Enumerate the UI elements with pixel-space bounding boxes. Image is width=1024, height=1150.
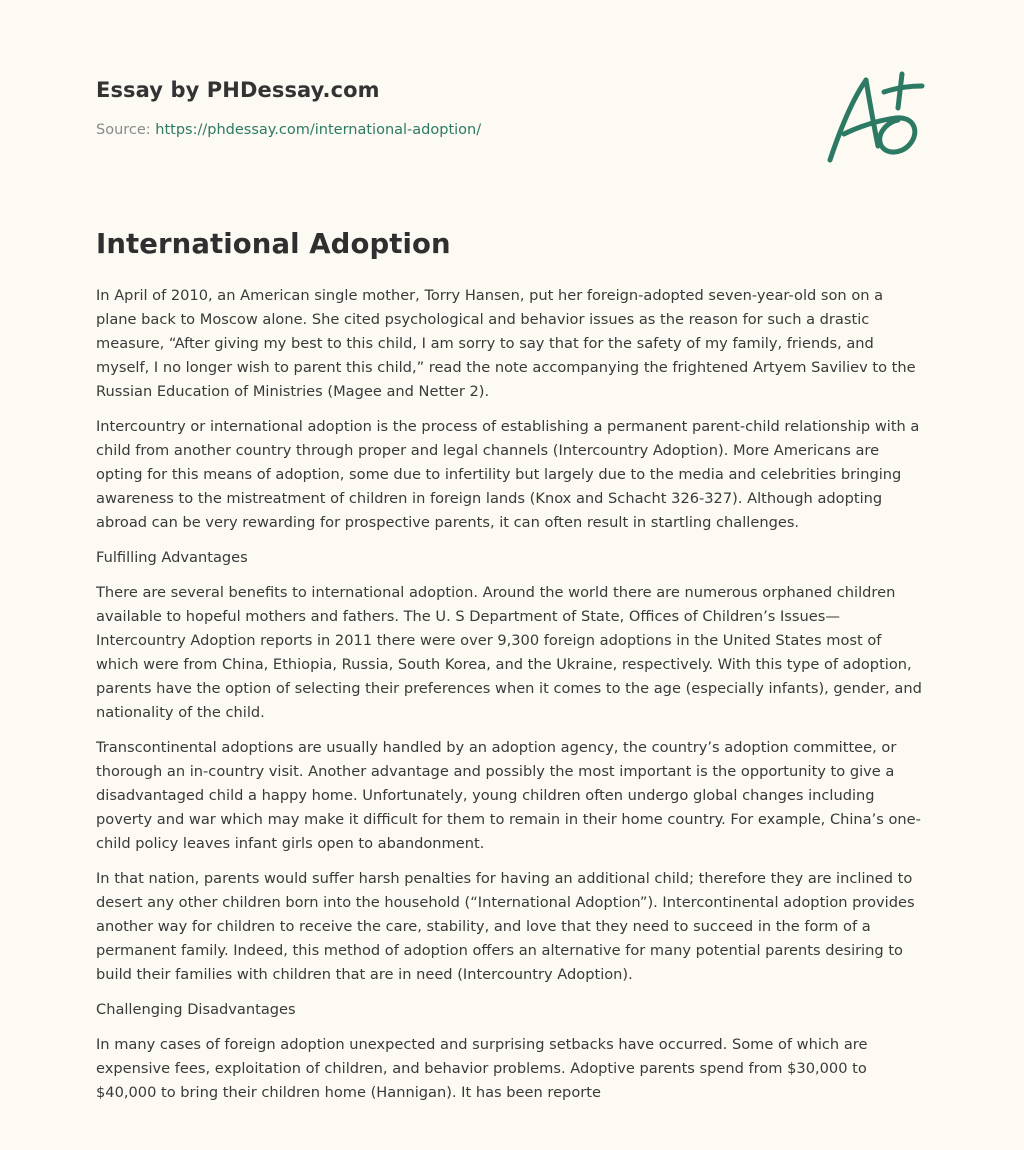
source-link[interactable]: https://phdessay.com/international-adoption/ — [155, 122, 482, 138]
essay-paragraph: Intercountry or international adoption is the process of establishing a permanent parent-child relationship with a child from another country through proper and legal channels (Intercountry Adoption). More Americans are opting for this means of adoption, some due to infertility but largely due to the media and celebrities bringing awareness to the mistreatment of children in foreign lands (Knox and Schacht 326-327). Although adopting abroad can be very rewarding for prospective parents, it can often result in startling challenges. — [96, 418, 920, 531]
section-heading: Fulfilling Advantages — [96, 549, 248, 566]
section-heading: Challenging Disadvantages — [96, 1001, 296, 1018]
site-title: Essay by PHDessay.com — [96, 78, 380, 102]
essay-paragraph: In that nation, parents would suffer harsh penalties for having an additional child; therefore they are inclined to desert any other children born into the household (“International Adoption”). Intercontinental adoption provides another way for children to receive the care, stability, and love that they need to succeed in the form of a permanent family. Indeed, this method of adoption offers an alternative for many potential parents desiring to build their families with children that are in need (Intercountry Adoption). — [96, 870, 915, 983]
essay-paragraph: There are several benefits to international adoption. Around the world there are numerous orphaned children available to hopeful mothers and fathers. The U. S Department of State, Offices of Children’s Issues— Intercountry Adoption reports in 2011 there were over 9,300 foreign adoptions in the United States most of which were from China, Ethiopia, Russia, South Korea, and the Ukraine, respectively. With this type of adoption, parents have the option of selecting their preferences when it comes to the age (especially infants), gender, and nationality of the child. — [96, 584, 922, 721]
essay-paragraph: Transcontinental adoptions are usually handled by an adoption agency, the country’s adoption committee, or thorough an in-country visit. Another advantage and possibly the most important is the opportunity to give a disadvantaged child a happy home. Unfortunately, young children often undergo global changes including poverty and war which may make it difficult for them to remain in their home country. For example, China’s one-child policy leaves infant girls open to abandonment. — [96, 739, 921, 852]
essay-content — [96, 228, 928, 1116]
source-label: Source: — [96, 122, 156, 138]
essay-paragraph: In April of 2010, an American single mother, Torry Hansen, put her foreign-adopted seven-year-old son on a plane back to Moscow alone. She cited psychological and behavior issues as the reason for such a drastic measure, “After giving my best to this child, I am sorry to say that for the safety of my family, friends, and myself, I no longer wish to parent this child,” read the note accompanying the frightened Artyem Saviliev to the Russian Education of Ministries (Magee and Netter 2). — [96, 287, 916, 400]
essay-header — [96, 78, 926, 138]
a-plus-grade-logo-icon — [822, 68, 932, 168]
source-line — [96, 122, 926, 138]
essay-title: International Adoption — [96, 228, 451, 260]
essay-paragraph: In many cases of foreign adoption unexpected and surprising setbacks have occurred. Some of which are expensive fees, exploitation of children, and behavior problems. Adoptive parents spend from $30,000 to $40,000 to bring their children home (Hannigan). It has been reporte — [96, 1036, 868, 1101]
